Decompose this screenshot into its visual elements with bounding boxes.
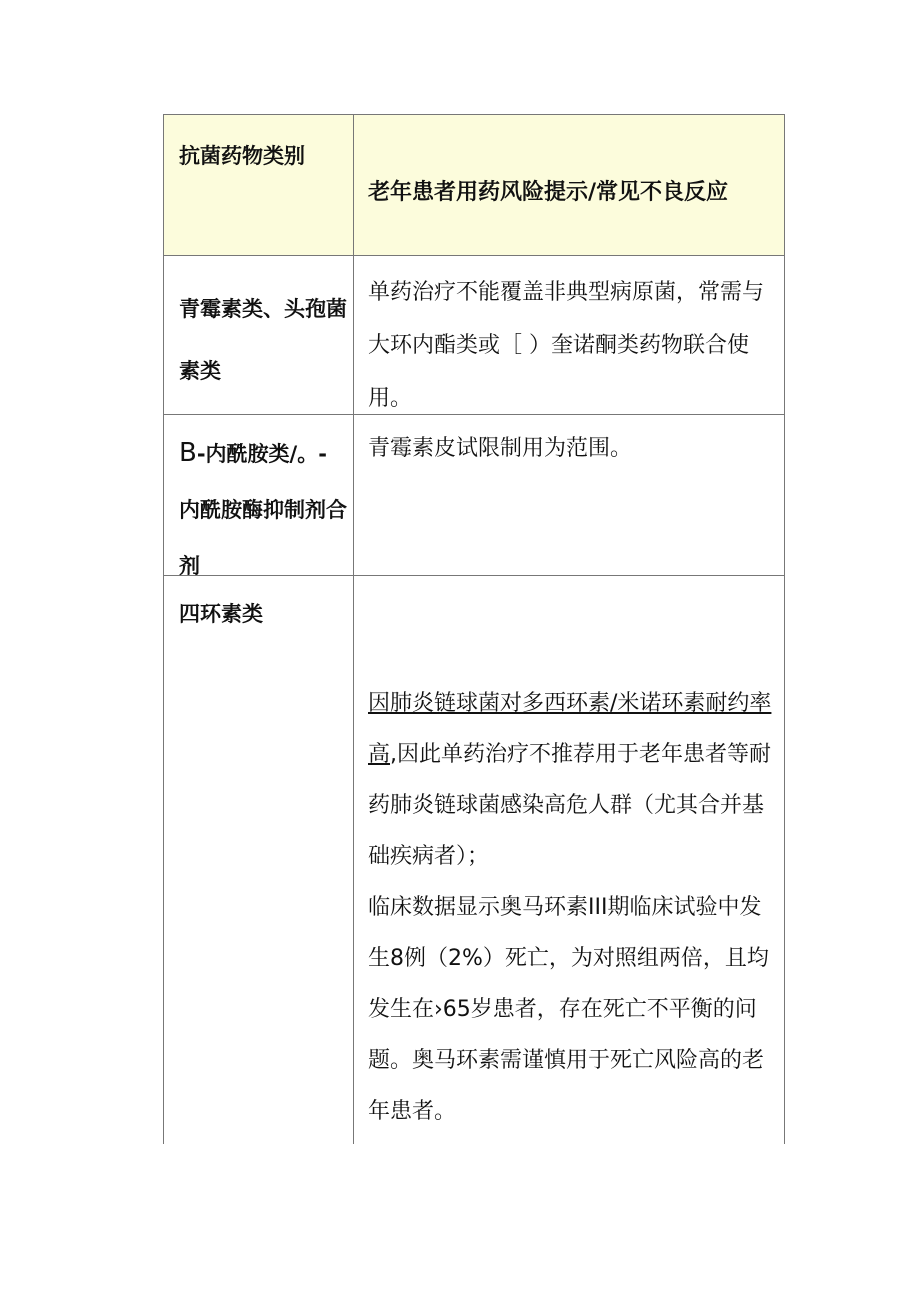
row-category: 青霉素类、头孢菌素类 [164, 256, 354, 414]
header-category: 抗菌药物类别 [164, 115, 354, 255]
row-category: 四环素类 [164, 576, 354, 1144]
note-paragraph-2: 临床数据显示奥马环素III期临床试验中发生8例（2%）死亡，为对照组两倍，且均发生在›65岁患者，存在死亡不平衡的问题。奥马环素需谨慎用于死亡风险高的老年患者。 [368, 895, 769, 1124]
table-header-row [164, 114, 784, 255]
category-prefix: B [179, 438, 197, 468]
note-paragraph-1 [368, 678, 780, 882]
row-note [354, 576, 784, 1144]
underlined-note: 因肺炎链球菌对多西环素/米诺环素耐约率高 [368, 691, 772, 767]
row-note: 单药治疗不能覆盖非典型病原菌，常需与大环内酯类或［ ）奎诺酮类药物联合使用。 [368, 280, 765, 411]
table-row [164, 414, 784, 578]
category-rest: -内酰胺类/。-内酰胺酶抑制剂合剂 [179, 442, 347, 578]
row-category [164, 415, 354, 578]
table-row [164, 575, 784, 1144]
note-rest: ,因此单药治疗不推荐用于老年患者等耐药肺炎链球菌感染高危人群（尤其合并基础疾病者）； [368, 742, 772, 869]
table-row [164, 255, 784, 414]
row-note: 青霉素皮试限制用为范围。 [368, 436, 633, 461]
header-risk: 老年患者用药风险提示/常见不良反应 [368, 180, 729, 205]
antibiotic-risk-table [163, 114, 785, 1144]
